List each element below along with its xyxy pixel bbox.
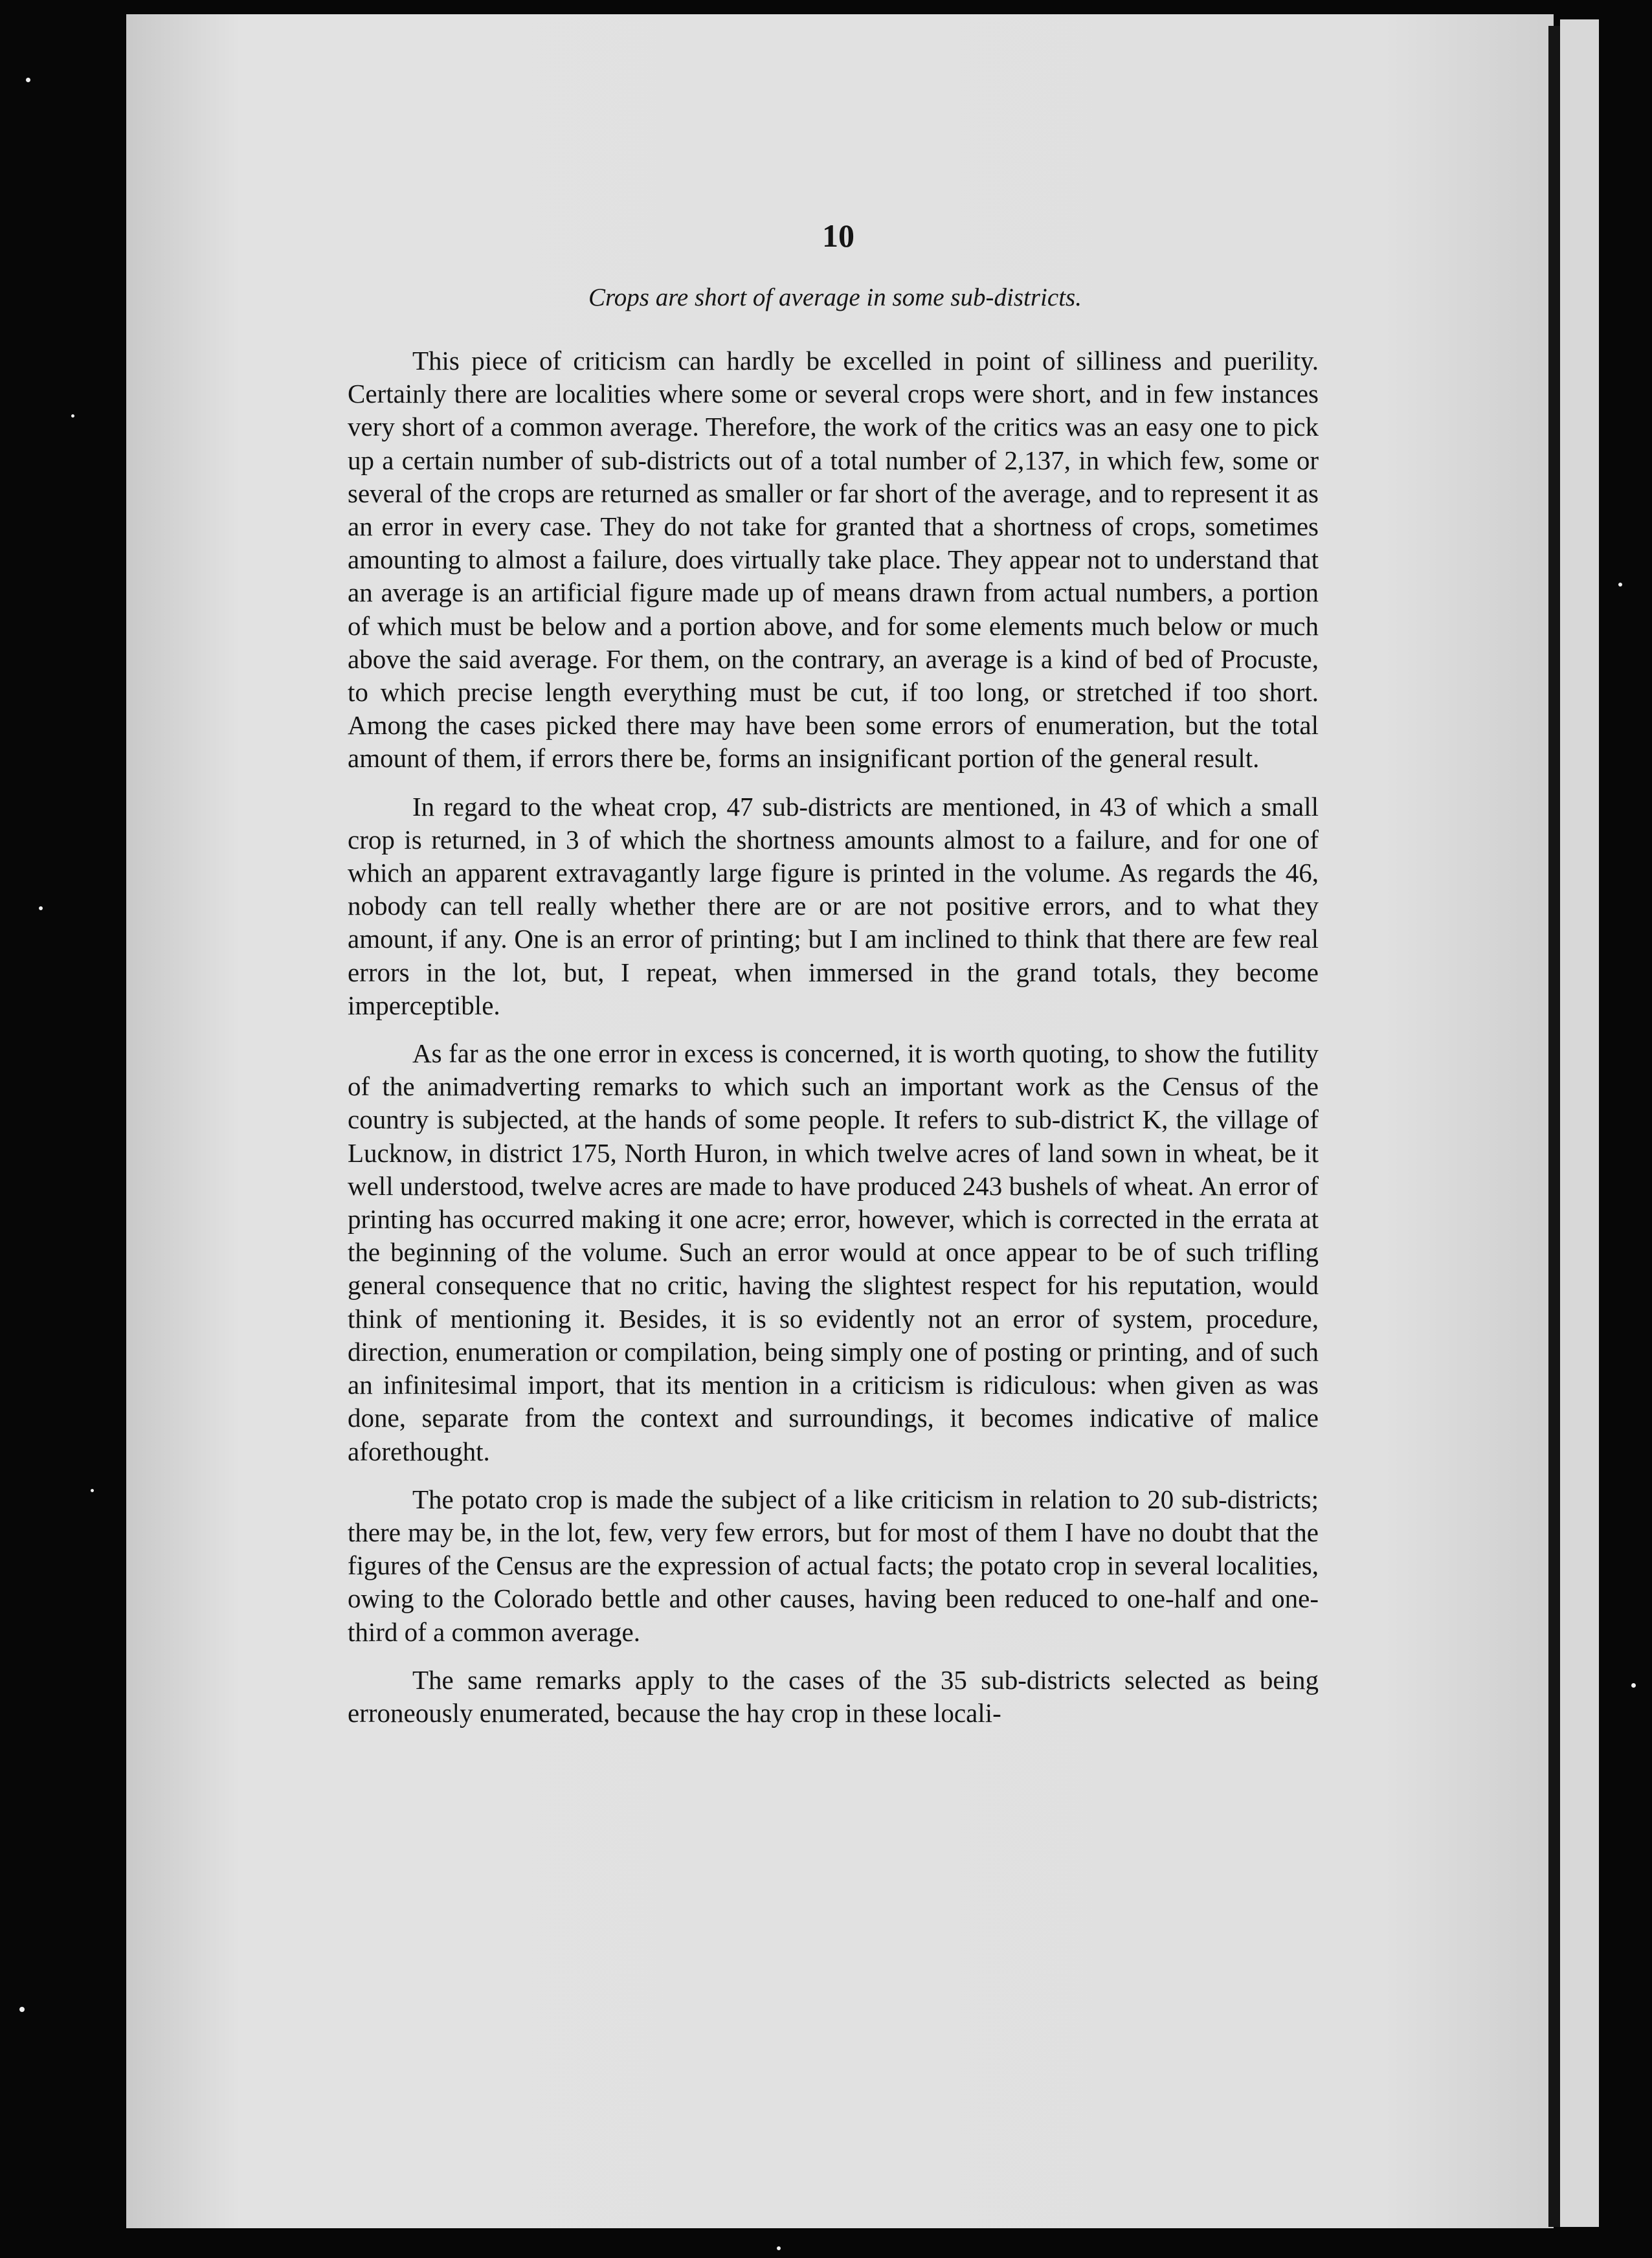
paragraph: As far as the one error in excess is concerned, it is worth quoting, to show the futility of the animadverting remarks to which such an important work as the Census of the country is subjected, at the hands of some people. It refers to sub-district K, the village of Lucknow, in district 175, North Huron, in which twelve acres of land sown in wheat, be it well understood, twelve acres are made to have produced 243 bushels of wheat. An error of printing has occurred making it one acre; error, however, which is corrected in the errata at the beginning of the volume. Such an error would at once appear to be of such trifling general consequence that no critic, having the slightest respect for his reputation, would think of mentioning it. Besides, it is so evidently not an error of system, procedure, direction, enumeration or compilation, being simply one of posting or printing, and of such an infinitesimal import, that its mention in a criticism is ridiculous: when given as was done, separate from the context and surroundings, it becomes indicative of malice aforethought. [348,1038,1319,1466]
adjacent-page-edge [1560,19,1599,2227]
dust-speck [26,78,30,82]
dust-speck [19,2007,25,2012]
paragraph: In regard to the wheat crop, 47 sub-districts are mentioned, in 43 of which a small crop is returned, in 3 of which the shortness amounts almost to a failure, and for one of which an apparent extravagantly large figure is printed in the volume. As regards the 46, nobody can tell really whether there are or are not positive errors, and to what they amount, if any. One is an error of printing; but I am inclined to think that there are few real errors in the lot, but, I repeat, when immersed in the grand totals, they become imperceptible. [348,791,1319,1020]
dust-speck [91,1489,94,1492]
dust-speck [39,906,43,910]
paragraph: This piece of criticism can hardly be excelled in point of silliness and puerility. Certainly there are localities where some or several crops were short, and in few instances very short of a common average. Therefore, the work of the critics was an easy one to pick up a certain number of sub-districts out of a total number of 2,137, in which few, some or several of the crops are returned as smaller or far short of the average, and to represent it as an error in every case. They do not take for granted that a shortness of crops, sometimes amounting to almost a failure, does virtually take place. They appear not to understand that an average is an artificial figure made up of means drawn from actual numbers, a portion of which must be below and a portion above, and for some elements much below or much above the said average. For them, on the contrary, an average is a kind of bed of Procuste, to which precise length everything must be cut, if too long, or stretched if too short. Among the cases picked there may have been some errors of enumeration, but the total amount of them, if errors there be, forms an insignificant portion of the general result. [348,346,1319,774]
paragraph: The same remarks apply to the cases of the 35 sub-districts selected as being erroneously enumerated, because the hay crop in these locali- [348,1664,1319,1728]
section-heading: Crops are short of average in some sub-districts. [588,284,1082,311]
paragraph: The potato crop is made the subject of a like criticism in relation to 20 sub-districts; there may be, in the lot, few, very few errors, but for most of them I have no doubt that the figures of the Census are the expression of actual facts; the potato crop in several localities, owing to the Colorado bettle and other causes, having been reduced to one-half and one-third of a common average. [348,1484,1319,1647]
page-gutter [1548,26,1560,2227]
page-number: 10 [822,218,854,254]
dust-speck [1618,583,1622,587]
dust-speck [777,2246,781,2250]
dust-speck [71,414,74,418]
body-text [348,344,1319,1745]
dust-speck [1631,1683,1636,1688]
